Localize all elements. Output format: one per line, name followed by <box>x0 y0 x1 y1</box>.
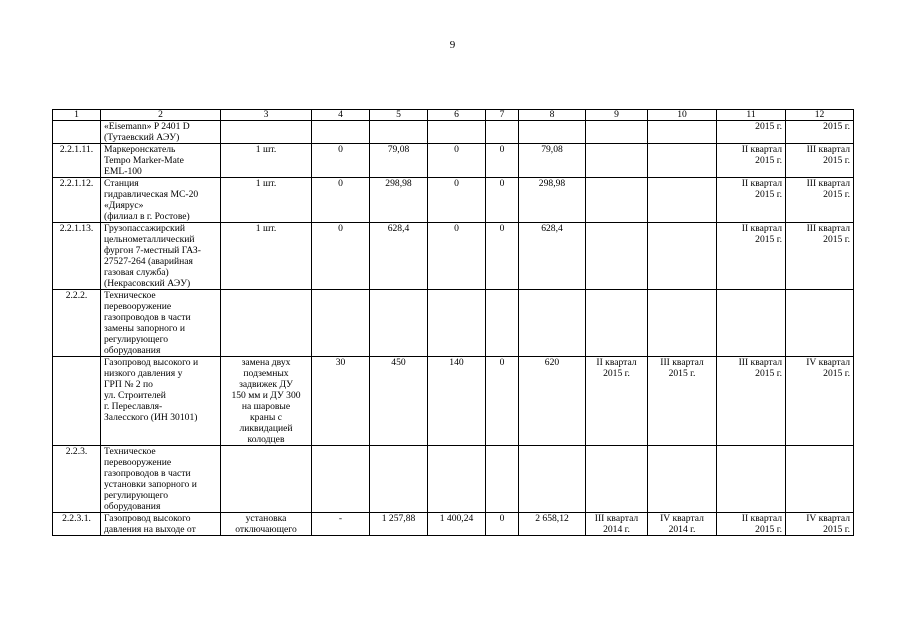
table-cell-c9 <box>586 357 648 446</box>
cell-line: регулирующего <box>104 334 169 345</box>
table-cell-c10 <box>648 357 717 446</box>
table-cell-c6: 140 <box>428 357 486 446</box>
table-cell-c12 <box>786 178 854 223</box>
table-cell-c8 <box>519 290 586 357</box>
column-header: 1 <box>53 110 101 121</box>
table-cell-c11 <box>717 144 786 178</box>
table-cell-c5: 628,4 <box>370 223 428 290</box>
cell-line: 2014 г. <box>603 524 630 535</box>
cell-line: II квартал <box>741 513 782 524</box>
table-cell-c9 <box>586 144 648 178</box>
cell-line: подземных <box>243 368 289 379</box>
cell-line: 2015 г. <box>755 121 782 132</box>
cell-line: Газопровод высокого и <box>104 357 199 368</box>
cell-line: 1 шт. <box>255 178 277 189</box>
table-row <box>53 357 854 446</box>
cell-line: Техническое <box>104 446 156 457</box>
table-cell-c7 <box>486 290 519 357</box>
table-cell-c8: 620 <box>519 357 586 446</box>
cell-line: гидравлическая МС-20 <box>104 189 199 200</box>
table-cell-c4: 0 <box>312 178 370 223</box>
cell-line: колодцев <box>247 434 285 445</box>
table-cell-c5 <box>370 290 428 357</box>
table-cell-c11 <box>717 513 786 536</box>
table-cell-c3 <box>221 290 312 357</box>
table-cell-c6: 1 400,24 <box>428 513 486 536</box>
cell-line: III квартал <box>806 223 850 234</box>
table-cell-c7: 0 <box>486 357 519 446</box>
table-cell-c9 <box>586 223 648 290</box>
cell-line: Маркеронскатель <box>104 144 176 155</box>
table-cell-c3 <box>221 144 312 178</box>
table-cell-c11 <box>717 178 786 223</box>
cell-line: 2015 г. <box>603 368 630 379</box>
table-cell-c1: 2.2.3.1. <box>53 513 101 536</box>
table-cell-c4: 0 <box>312 144 370 178</box>
table-cell-c1: 2.2.1.13. <box>53 223 101 290</box>
cell-line: II квартал <box>596 357 637 368</box>
page-number: 9 <box>449 39 456 51</box>
cell-line: давления на выходе от <box>104 524 196 535</box>
cell-line: замены запорного и <box>104 323 185 334</box>
table-cell-c8: 79,08 <box>519 144 586 178</box>
table-cell-c4: 30 <box>312 357 370 446</box>
table-row <box>53 446 854 513</box>
table-cell-c10 <box>648 178 717 223</box>
cell-line: III квартал <box>738 357 782 368</box>
table-cell-c3 <box>221 121 312 144</box>
cell-line: ул. Строителей <box>104 390 166 401</box>
column-header: 11 <box>717 110 786 121</box>
cell-line: EML-100 <box>104 166 142 177</box>
cell-line: II квартал <box>741 144 782 155</box>
table-row <box>53 121 854 144</box>
table-cell-c6 <box>428 446 486 513</box>
table-cell-c8: 628,4 <box>519 223 586 290</box>
cell-line: задвижек ДУ <box>239 379 293 390</box>
column-header: 2 <box>101 110 221 121</box>
cell-line: цельнометаллический <box>104 234 195 245</box>
cell-line: «Диярус» <box>104 200 144 211</box>
cell-line: 2015 г. <box>755 368 782 379</box>
table-header-row <box>53 110 854 121</box>
table-cell-c4: - <box>312 513 370 536</box>
table-cell-c12 <box>786 513 854 536</box>
table-cell-c6: 0 <box>428 178 486 223</box>
table-cell-c9 <box>586 290 648 357</box>
column-header: 6 <box>428 110 486 121</box>
table-cell-c12 <box>786 121 854 144</box>
cell-line: IV квартал <box>806 513 850 524</box>
table-cell-c5 <box>370 121 428 144</box>
cell-line: отключающего <box>235 524 297 535</box>
cell-line: низкого давления у <box>104 368 183 379</box>
cell-line: III квартал <box>594 513 639 524</box>
table-row <box>53 178 854 223</box>
cell-line: 1 шт. <box>255 144 277 155</box>
table-cell-c10 <box>648 121 717 144</box>
table-row <box>53 144 854 178</box>
table-cell-c3 <box>221 446 312 513</box>
cell-line: газопроводов в части <box>104 468 191 479</box>
table-cell-c2 <box>101 513 221 536</box>
table-cell-c11 <box>717 121 786 144</box>
cell-line: 2015 г. <box>823 234 850 245</box>
table-cell-c8 <box>519 446 586 513</box>
table-cell-c12 <box>786 357 854 446</box>
table-cell-c5 <box>370 446 428 513</box>
cell-line: Техническое <box>104 290 156 301</box>
cell-line: газопроводов в части <box>104 312 191 323</box>
table-cell-c2 <box>101 290 221 357</box>
document-table <box>52 109 854 536</box>
table-cell-c8: 2 658,12 <box>519 513 586 536</box>
cell-line: (филиал в г. Ростове) <box>104 211 190 222</box>
cell-line: (Некрасовский АЭУ) <box>104 278 191 289</box>
cell-line: перевооружение <box>104 301 172 312</box>
table-cell-c1 <box>53 121 101 144</box>
cell-line: III квартал <box>806 144 850 155</box>
table-cell-c9 <box>586 178 648 223</box>
table-cell-c10 <box>648 446 717 513</box>
cell-line: 1 шт. <box>255 223 277 234</box>
table-cell-c3 <box>221 178 312 223</box>
table-cell-c3 <box>221 357 312 446</box>
table-cell-c6 <box>428 121 486 144</box>
table-cell-c10 <box>648 513 717 536</box>
table-cell-c5: 1 257,88 <box>370 513 428 536</box>
table-row <box>53 290 854 357</box>
table-cell-c5: 298,98 <box>370 178 428 223</box>
cell-line: Грузопассажирский <box>104 223 185 234</box>
cell-line: установка <box>245 513 287 524</box>
table-cell-c2 <box>101 223 221 290</box>
cell-line: 2015 г. <box>755 234 782 245</box>
table-cell-c2 <box>101 121 221 144</box>
cell-line: оборудования <box>104 501 161 512</box>
table-cell-c1: 2.2.1.11. <box>53 144 101 178</box>
table-cell-c4 <box>312 290 370 357</box>
table-cell-c1: 2.2.1.12. <box>53 178 101 223</box>
column-header: 12 <box>786 110 854 121</box>
table-cell-c7: 0 <box>486 223 519 290</box>
cell-line: 2014 г. <box>668 524 696 535</box>
table-cell-c1: 2.2.2. <box>53 290 101 357</box>
table-cell-c6 <box>428 290 486 357</box>
table-cell-c4 <box>312 446 370 513</box>
cell-line: фургон 7-местный ГАЗ- <box>104 245 201 256</box>
cell-line: 2015 г. <box>755 524 782 535</box>
table-cell-c2 <box>101 144 221 178</box>
column-header: 7 <box>486 110 519 121</box>
table-cell-c4 <box>312 121 370 144</box>
table-row <box>53 223 854 290</box>
cell-line: 2015 г. <box>823 121 850 132</box>
table-row <box>53 513 854 536</box>
cell-line: 150 мм и ДУ 300 <box>231 390 301 401</box>
table-cell-c12 <box>786 144 854 178</box>
table-cell-c1: 2.2.3. <box>53 446 101 513</box>
cell-line: III квартал <box>660 357 704 368</box>
table-cell-c12 <box>786 446 854 513</box>
cell-line: 2015 г. <box>823 189 850 200</box>
cell-line: газовая служба) <box>104 267 169 278</box>
cell-line: 2015 г. <box>823 368 850 379</box>
cell-line: установки запорного и <box>104 479 197 490</box>
table-cell-c11 <box>717 223 786 290</box>
table-cell-c8: 298,98 <box>519 178 586 223</box>
cell-line: г. Переславля- <box>104 401 163 412</box>
cell-line: 2015 г. <box>823 524 850 535</box>
table-cell-c2 <box>101 446 221 513</box>
table-cell-c6: 0 <box>428 144 486 178</box>
table-cell-c2 <box>101 357 221 446</box>
cell-line: Залесского (ИН 30101) <box>104 412 198 423</box>
cell-line: IV квартал <box>806 357 850 368</box>
cell-line: 2015 г. <box>755 155 782 166</box>
table-cell-c4: 0 <box>312 223 370 290</box>
table-cell-c11 <box>717 446 786 513</box>
table-cell-c10 <box>648 223 717 290</box>
cell-line: оборудования <box>104 345 161 356</box>
table-cell-c12 <box>786 223 854 290</box>
table-cell-c3 <box>221 223 312 290</box>
table-cell-c12 <box>786 290 854 357</box>
column-header: 10 <box>648 110 717 121</box>
table-cell-c7 <box>486 446 519 513</box>
table-cell-c11 <box>717 357 786 446</box>
table-cell-c9 <box>586 446 648 513</box>
column-header: 8 <box>519 110 586 121</box>
column-header: 5 <box>370 110 428 121</box>
cell-line: Станция <box>104 178 139 189</box>
cell-line: 27527-264 (аварийная <box>104 256 193 267</box>
table-cell-c5: 79,08 <box>370 144 428 178</box>
table-cell-c6: 0 <box>428 223 486 290</box>
cell-line: перевооружение <box>104 457 172 468</box>
cell-line: 2015 г. <box>668 368 696 379</box>
table-cell-c5: 450 <box>370 357 428 446</box>
column-header: 4 <box>312 110 370 121</box>
cell-line: ликвидацией <box>239 423 293 434</box>
table-cell-c10 <box>648 144 717 178</box>
table-cell-c11 <box>717 290 786 357</box>
table-cell-c3 <box>221 513 312 536</box>
table-cell-c1 <box>53 357 101 446</box>
table-cell-c9 <box>586 121 648 144</box>
cell-line: «Eisemann» P 2401 D <box>104 121 190 132</box>
cell-line: регулирующего <box>104 490 169 501</box>
cell-line: II квартал <box>741 223 782 234</box>
table-cell-c8 <box>519 121 586 144</box>
cell-line: на шаровые <box>241 401 291 412</box>
table-cell-c7: 0 <box>486 144 519 178</box>
cell-line: III квартал <box>806 178 850 189</box>
cell-line: Tempo Marker-Mate <box>104 155 184 166</box>
table-cell-c7: 0 <box>486 513 519 536</box>
table-cell-c2 <box>101 178 221 223</box>
column-header: 9 <box>586 110 648 121</box>
cell-line: краны с <box>250 412 282 423</box>
cell-line: Газопровод высокого <box>104 513 191 524</box>
column-header: 3 <box>221 110 312 121</box>
table-cell-c10 <box>648 290 717 357</box>
cell-line: IV квартал <box>660 513 704 524</box>
cell-line: (Тутаевский АЭУ) <box>104 132 180 143</box>
cell-line: ГРП № 2 по <box>104 379 153 390</box>
cell-line: II квартал <box>741 178 782 189</box>
table-cell-c7: 0 <box>486 178 519 223</box>
cell-line: 2015 г. <box>755 189 782 200</box>
table-cell-c7 <box>486 121 519 144</box>
cell-line: 2015 г. <box>823 155 850 166</box>
table-cell-c9 <box>586 513 648 536</box>
cell-line: замена двух <box>241 357 291 368</box>
